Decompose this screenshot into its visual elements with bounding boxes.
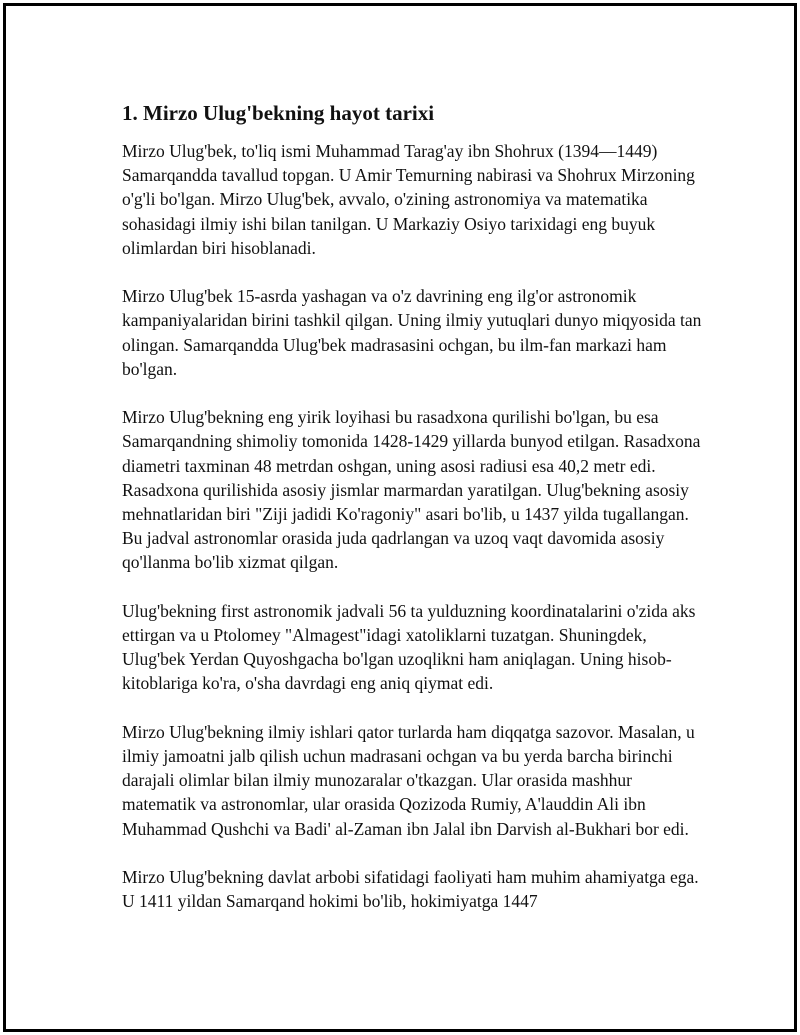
document-body [122,99,702,938]
paragraph: Mirzo Ulug'bekning davlat arbobi sifatidagi faoliyati ham muhim ahamiyatga ega. U 1411 yildan Samarqand hokimi bo'lib, hokimiyatga 1447 [122,867,699,912]
paragraph: Mirzo Ulug'bek 15-asrda yashagan va o'z davrining eng ilg'or astronomik kampaniyalaridan birini tashkil qilgan. Uning ilmiy yutuqlari dunyo miqyosida tan olingan. Samarqandda Ulug'bek madrasasini ochgan, bu ilm-fan markazi ham bo'lgan. [122,286,702,379]
paragraph: Mirzo Ulug'bekning ilmiy ishlari qator turlarda ham diqqatga sazovor. Masalan, u ilmiy jamoatni jalb qilish uchun madrasani ochgan va bu yerda barcha birinchi darajali olimlar bilan ilmiy munozaralar o'tkazgan. Ular orasida mashhur matematik va astronomlar, ular orasida Qozizoda Rumiy, A'lauddin Ali ibn Muhammad Qushchi va Badi' al-Zaman ibn Jalal ibn Darvish al-Bukhari bor edi. [122,721,695,839]
document-title: 1. Mirzo Ulug'bekning hayot tarixi [122,101,435,125]
paragraph: Mirzo Ulug'bekning eng yirik loyihasi bu rasadxona qurilishi bo'lgan, bu esa Samarqandning shimoliy tomonida 1428-1429 yillarda bunyod etilgan. Rasadxona diametri taxminan 48 metrdan oshgan, uning asosi radiusi esa 40,2 metr edi. Rasadxona qurilishida asosiy jismlar marmardan yaratilgan. Ulug'bekning asosiy mehnatlaridan biri "Ziji jadidi Ko'ragoniy" asari bo'lib, u 1437 yilda tugallangan. Bu jadval astronomlar orasida juda qadrlangan va uzoq vaqt davomida asosiy qo'llanma bo'lib xizmat qilgan. [122,407,701,573]
page-frame [3,3,797,1032]
paragraph: Ulug'bekning first astronomik jadvali 56 ta yulduzning koordinatalarini o'zida aks ettirgan va u Ptolomey "Almagest"idagi xatoliklarni tuzatgan. Shuningdek, Ulug'bek Yerdan Quyoshgacha bo'lgan uzoqlikni ham aniqlagan. Uning hisob-kitoblariga ko'ra, o'sha davrdagi eng aniq qiymat edi. [122,600,696,694]
paragraph: Mirzo Ulug'bek, to'liq ismi Muhammad Tarag'ay ibn Shohrux (1394—1449) Samarqandda tavallud topgan. U Amir Temurning nabirasi va Shohrux Mirzoning o'g'li bo'lgan. Mirzo Ulug'bek, avvalo, o'zining astronomiya va matematika sohasidagi ilmiy ishi bilan tanilgan. U Markaziy Osiyo tarixidagi eng buyuk olimlardan biri hisoblanadi. [122,141,695,258]
